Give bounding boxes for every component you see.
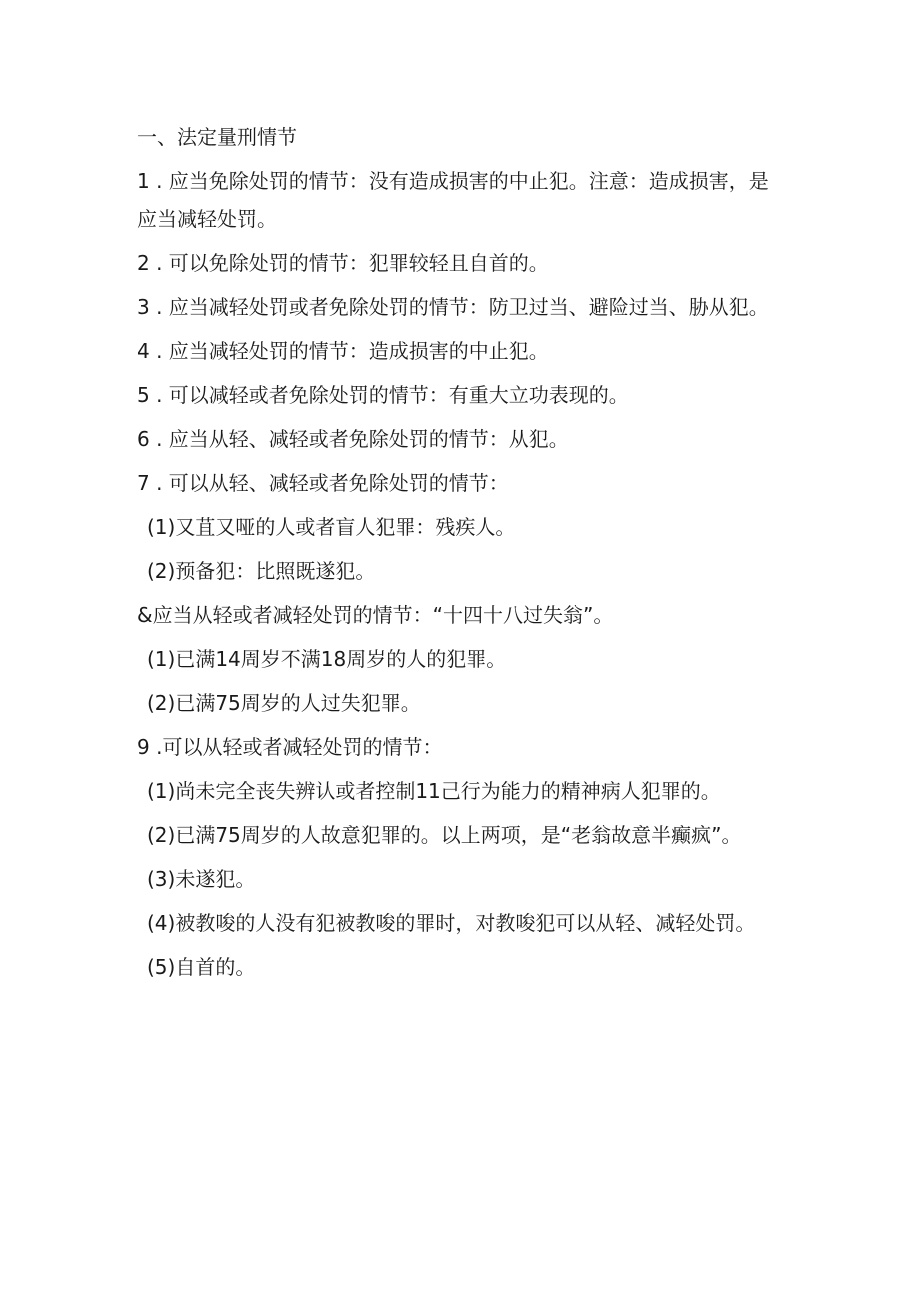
list-item-2: 2 . 可以免除处罚的情节：犯罪较轻且自首的。 bbox=[137, 251, 549, 275]
list-item-4: 4 . 应当减轻处罚的情节：造成损害的中止犯。 bbox=[137, 339, 549, 363]
document-body bbox=[137, 118, 787, 992]
list-item-9-sub-5: (5)自首的。 bbox=[147, 955, 256, 979]
list-item-9-sub-1: (1)尚未完全丧失辨认或者控制11己行为能力的精神病人犯罪的。 bbox=[147, 779, 721, 803]
list-item-9-sub-2: (2)已满75周岁的人故意犯罪的。以上两项，是“老翁故意半癫疯”。 bbox=[147, 823, 742, 847]
list-item-9-sub-3: (3)未遂犯。 bbox=[147, 867, 256, 891]
list-item-8: &应当从轻或者减轻处罚的情节：“十四十八过失翁”。 bbox=[137, 603, 614, 627]
section-heading: 一、法定量刑情节 bbox=[137, 125, 297, 149]
list-item-5: 5 . 可以减轻或者免除处罚的情节：有重大立功表现的。 bbox=[137, 383, 629, 407]
list-item-3: 3 . 应当减轻处罚或者免除处罚的情节：防卫过当、避险过当、胁从犯。 bbox=[137, 295, 769, 319]
list-item-6: 6 . 应当从轻、减轻或者免除处罚的情节：从犯。 bbox=[137, 427, 569, 451]
list-item-7: 7 . 可以从轻、减轻或者免除处罚的情节： bbox=[137, 471, 509, 495]
list-item-9-sub-4: (4)被教唆的人没有犯被教唆的罪时，对教唆犯可以从轻、减轻处罚。 bbox=[147, 911, 756, 935]
list-item-9: 9 .可以从轻或者减轻处罚的情节： bbox=[137, 735, 443, 759]
list-item-8-sub-2: (2)已满75周岁的人过失犯罪。 bbox=[147, 691, 421, 715]
list-item-8-sub-1: (1)已满14周岁不满18周岁的人的犯罪。 bbox=[147, 647, 507, 671]
list-item-7-sub-2: (2)预备犯：比照既遂犯。 bbox=[147, 559, 376, 583]
list-item-1: 1 . 应当免除处罚的情节：没有造成损害的中止犯。注意：造成损害，是应当减轻处罚。 bbox=[137, 169, 769, 231]
list-item-7-sub-1: (1)又苴又哑的人或者盲人犯罪：残疾人。 bbox=[147, 515, 516, 539]
